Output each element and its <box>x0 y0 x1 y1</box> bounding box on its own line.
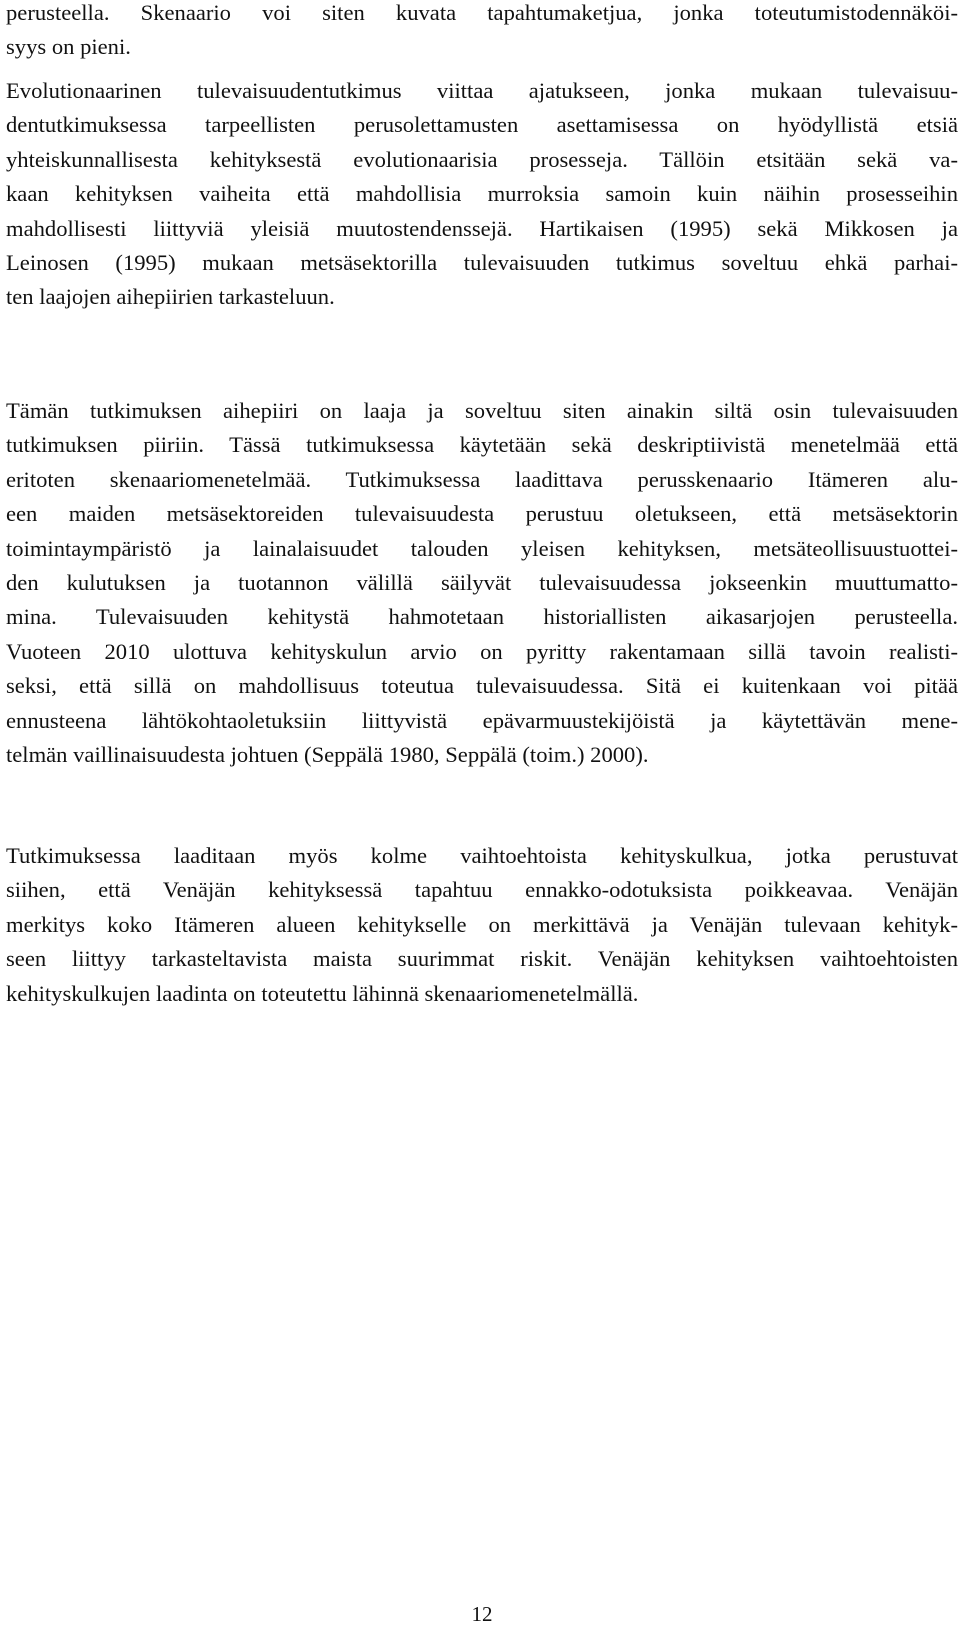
text-line: mahdollisesti liittyviä yleisiä muutostendenssejä. Hartikaisen (1995) sekä Mikkosen ja <box>6 215 958 241</box>
text-line: syys on pieni. <box>6 34 131 60</box>
text-line: seksi, että sillä on mahdollisuus toteutua tulevaisuudessa. Sitä ei kuitenkaan voi pitää <box>6 673 958 699</box>
text-line: Tämän tutkimuksen aihepiiri on laaja ja soveltuu siten ainakin siltä osin tulevaisuuden <box>6 398 958 423</box>
text-line: Leinosen (1995) mukaan metsäsektorilla tulevaisuuden tutkimus soveltuu ehkä parhai- <box>6 249 958 275</box>
text-line: Evolutionaarinen tulevaisuudentutkimus viittaa ajatukseen, jonka mukaan tulevaisuu- <box>6 78 958 103</box>
text-line: den kulutuksen ja tuotannon välillä säilyvät tulevaisuudessa jokseenkin muuttumatto- <box>6 569 958 595</box>
text-line: tutkimuksen piiriin. Tässä tutkimuksessa käytetään sekä deskriptiivistä menetelmää että <box>6 432 958 458</box>
text-line: eritoten skenaariomenetelmää. Tutkimuksessa laadittava perusskenaario Itämeren alu- <box>6 466 958 492</box>
text-line: siihen, että Venäjän kehityksessä tapahtuu ennakko-odotuksista poikkeavaa. Venäjän <box>6 877 958 903</box>
text-line: telmän vaillinaisuudesta johtuen (Seppälä 1980, Seppälä (toim.) 2000). <box>6 741 649 767</box>
text-line: seen liittyy tarkasteltavista maista suurimmat riskit. Venäjän kehityksen vaihtoehtoisten <box>6 946 958 972</box>
text-line: mina. Tulevaisuuden kehitystä hahmotetaan historiallisten aikasarjojen perusteella. <box>6 604 958 630</box>
text-line: kehityskulkujen laadinta on toteutettu lähinnä skenaariomenetelmällä. <box>6 980 639 1006</box>
text-line: dentutkimuksessa tarpeellisten perusolettamusten asettamisessa on hyödyllistä etsiä <box>6 112 958 138</box>
text-line: een maiden metsäsektoreiden tulevaisuudesta perustuu oletukseen, että metsäsektorin <box>6 501 958 527</box>
text-line: Vuoteen 2010 ulottuva kehityskulun arvio on pyritty rakentamaan sillä tavoin realisti- <box>6 638 958 664</box>
text-line: toimintaympäristö ja lainalaisuudet talouden yleisen kehityksen, metsäteollisuustuottei- <box>6 535 958 561</box>
paragraph-research-method <box>6 394 958 772</box>
text-line: kaan kehityksen vaiheita että mahdollisia murroksia samoin kuin näihin prosesseihin <box>6 181 958 207</box>
text-line: ten laajojen aihepiirien tarkasteluun. <box>6 284 335 310</box>
text-line: Tutkimuksessa laaditaan myös kolme vaihtoehtoista kehityskulkua, jotka perustuvat <box>6 843 958 868</box>
page-number: 12 <box>471 1602 493 1626</box>
text-line: ennusteena lähtökohtaoletuksiin liittyvistä epävarmuustekijöistä ja käytettävän mene- <box>6 707 958 733</box>
paragraph-intro-continuation <box>6 0 958 65</box>
paragraph-evolutionary-futures <box>6 74 958 315</box>
document-page <box>6 0 958 1635</box>
paragraph-alternative-scenarios <box>6 839 958 1011</box>
text-line: merkitys koko Itämeren alueen kehitykselle on merkittävä ja Venäjän tulevaan kehityk- <box>6 911 958 937</box>
text-line: yhteiskunnallisesta kehityksestä evolutionaarisia prosesseja. Tällöin etsitään sekä va- <box>6 146 958 172</box>
text-line: perusteella. Skenaario voi siten kuvata tapahtumaketjua, jonka toteutumistodennäköi- <box>6 0 958 25</box>
